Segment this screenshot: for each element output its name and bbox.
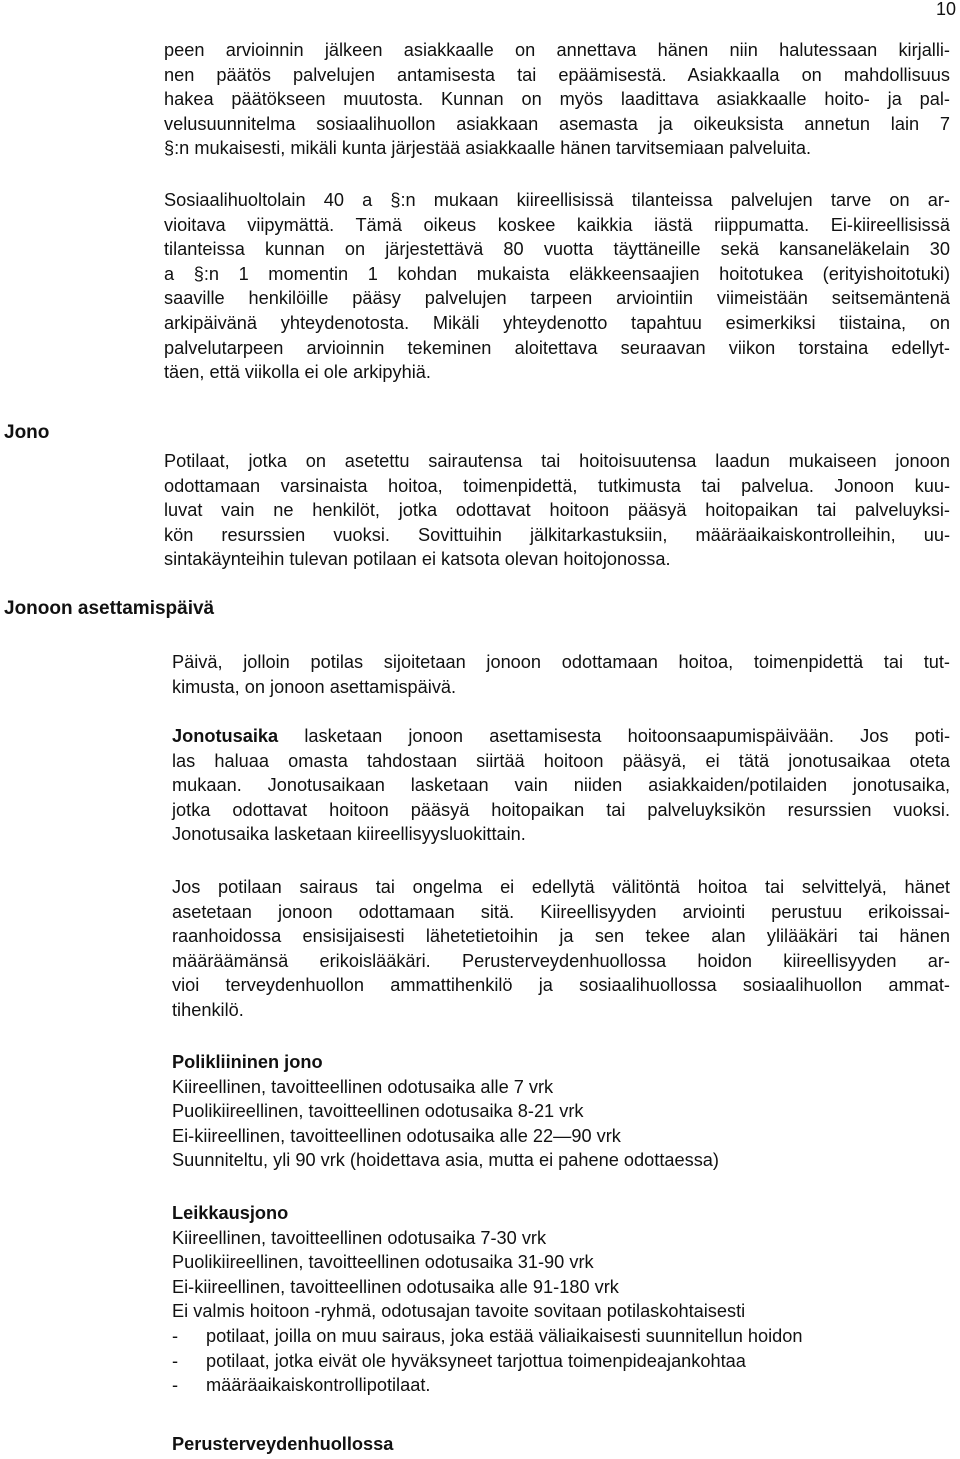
text-line — [172, 724, 950, 749]
text-line: peen arvioinnin jälkeen asiakkaalle on annettava hänen niin halutessaan kirjalli- — [164, 40, 950, 60]
text-line: täen, että viikolla ei ole arkipyhiä. — [164, 362, 431, 383]
list-item: Ei-kiireellinen, tavoitteellinen odotusaika alle 91-180 vrk — [172, 1276, 619, 1297]
bullet-item — [172, 1324, 950, 1349]
text-line: kön resurssien vuoksi. Sovittuihin jälkitarkastuksiin, määräaikaiskontrolleihin, uu- — [164, 524, 950, 545]
list-title: Perusterveydenhuollossa — [172, 1434, 394, 1454]
list-item: Suunniteltu, yli 90 vrk (hoidettava asia, mutta ei pahene odottaessa) — [172, 1150, 719, 1171]
text-line: määräämänsä erikoislääkäri. Perusterveydenhuollossa hoidon kiireellisyyden ar- — [172, 950, 950, 971]
term-jonotusaika: Jonotusaika — [172, 726, 279, 746]
heading-jono: Jono — [4, 422, 50, 443]
text-line: vioi terveydenhuollon ammattihenkilö ja sosiaalihuollossa sosiaalihuollon ammat- — [172, 975, 950, 996]
text-line: velusuunnitelma sosiaalihuollon asiakkaan asemasta ja oikeuksista annetun lain 7 — [164, 113, 950, 134]
bullet-text: määräaikaiskontrollipotilaat. — [206, 1375, 431, 1396]
list-item: Kiireellinen, tavoitteellinen odotusaika alle 7 vrk — [172, 1076, 554, 1097]
text-line: mukaan. Jonotusaikaan lasketaan vain niiden asiakkaiden/potilaiden jonotusaika, — [172, 775, 950, 796]
text-line: hakea päätökseen muutosta. Kunnan on myös laadittava asiakkaalle hoito- ja pal- — [164, 89, 950, 110]
paragraph-jono-definition — [164, 449, 950, 572]
bullet-text: potilaat, joilla on muu sairaus, joka estää väliaikaisesti suunnitellun hoidon — [206, 1325, 803, 1346]
paragraph-sosiaalihuoltolaki — [164, 188, 950, 385]
text-line: Jos potilaan sairaus tai ongelma ei edellytä välitöntä hoitoa tai selvittelyä, hänet — [172, 877, 950, 897]
text-line: vioitava viipymättä. Tämä oikeus koskee kaikkia iästä riippumatta. Ei-kiireellisissä — [164, 214, 950, 235]
section-title-perusterveydenhuollossa — [172, 1432, 950, 1457]
page-number: 10 — [935, 0, 956, 19]
text-line: tihenkilö. — [172, 999, 244, 1020]
bullet-dash: - — [172, 1350, 179, 1371]
bullet-dash: - — [172, 1325, 179, 1346]
heading-jonoon-asettamispaiva: Jonoon asettamispäivä — [4, 598, 215, 619]
text-line: Potilaat, jotka on asetettu sairautensa tai hoitoisuutensa laadun mukaiseen jonoon — [164, 451, 950, 471]
text-line: kimusta, on jonoon asettamispäivä. — [172, 676, 457, 697]
list-item: Ei valmis hoitoon -ryhmä, odotusajan tavoite sovitaan potilaskohtaisesti — [172, 1301, 746, 1322]
paragraph-kiireellisyys — [172, 875, 950, 1023]
term-definition: lasketaan jonoon asettamisesta hoitoonsaapumispäivään. Jos poti- — [278, 726, 950, 746]
bullet-item — [172, 1349, 950, 1374]
paragraph-asiakkaan-paatos — [164, 38, 950, 161]
text-line: nen päätös palvelujen antamisesta tai epäämisestä. Asiakkaalla on mahdollisuus — [164, 64, 950, 85]
list-item: Kiireellinen, tavoitteellinen odotusaika 7-30 vrk — [172, 1227, 547, 1248]
paragraph-asettamispaiva-definition — [172, 650, 950, 699]
text-line: Jonotusaika lasketaan kiireellisyysluokittain. — [172, 824, 526, 845]
text-line: jotka odottavat hoitoon pääsyä hoitopaikan tai palveluyksikön resurssien vuoksi. — [172, 799, 950, 820]
text-line: a §:n 1 momentin 1 kohdan mukaista eläkkeensaajien hoitotukea (erityishoitotuki) — [164, 263, 950, 284]
text-line: tilanteissa kunnan on järjestettävä 80 vuotta täyttäneille sekä kansaneläkelain 30 — [164, 239, 950, 260]
list-leikkausjono — [172, 1201, 950, 1398]
text-line: asetetaan jonoon odottamaan sitä. Kiireellisyyden arviointi perustuu erikoissai- — [172, 901, 950, 922]
text-line: Sosiaalihuoltolain 40 a §:n mukaan kiireellisissä tilanteissa palvelujen tarve on ar- — [164, 190, 950, 210]
list-title: Leikkausjono — [172, 1203, 289, 1223]
bullet-text: potilaat, jotka eivät ole hyväksyneet tarjottua toimenpideajankohtaa — [206, 1350, 746, 1371]
list-polikliininen-jono — [172, 1050, 950, 1173]
list-title: Polikliininen jono — [172, 1052, 323, 1072]
text-line: §:n mukaisesti, mikäli kunta järjestää asiakkaalle hänen tarvitsemiaan palveluita. — [164, 138, 811, 159]
text-line: arkipäivänä yhteydenotosta. Mikäli yhteydenotto tapahtuu esimerkiksi tiistaina, on — [164, 312, 950, 333]
text-line: raanhoidossa ensisijaisesti lähetetietoihin ja sen tekee alan ylilääkäri tai hänen — [172, 926, 950, 947]
list-item: Ei-kiireellinen, tavoitteellinen odotusaika alle 22—90 vrk — [172, 1125, 621, 1146]
list-item: Puolikiireellinen, tavoitteellinen odotusaika 31-90 vrk — [172, 1252, 594, 1273]
text-line: sintakäynteihin tulevan potilaan ei katsota olevan hoitojonossa. — [164, 549, 671, 570]
text-line: palvelutarpeen arvioinnin tekeminen aloitettava seuraavan viikon torstaina edellyt- — [164, 337, 950, 358]
text-line: saaville henkilöille pääsy palvelujen tarpeen arviointiin viimeistään seitsemäntenä — [164, 288, 950, 309]
text-line: odottamaan varsinaista hoitoa, toimenpidettä, tutkimusta tai palvelua. Jonoon kuu- — [164, 475, 950, 496]
list-item: Puolikiireellinen, tavoitteellinen odotusaika 8-21 vrk — [172, 1101, 584, 1122]
text-line: las haluaa omasta tahdostaan siirtää hoitoon pääsyä, ei tätä jonotusaikaa oteta — [172, 750, 950, 771]
paragraph-jonotusaika — [172, 724, 950, 847]
text-line: Päivä, jolloin potilas sijoitetaan jonoon odottamaan hoitoa, toimenpidettä tai tut- — [172, 652, 950, 672]
bullet-item — [172, 1373, 950, 1398]
text-line: luvat vain ne henkilöt, jotka odottavat hoitoon pääsyä hoitopaikan tai palveluyksi- — [164, 500, 950, 521]
bullet-dash: - — [172, 1375, 179, 1396]
